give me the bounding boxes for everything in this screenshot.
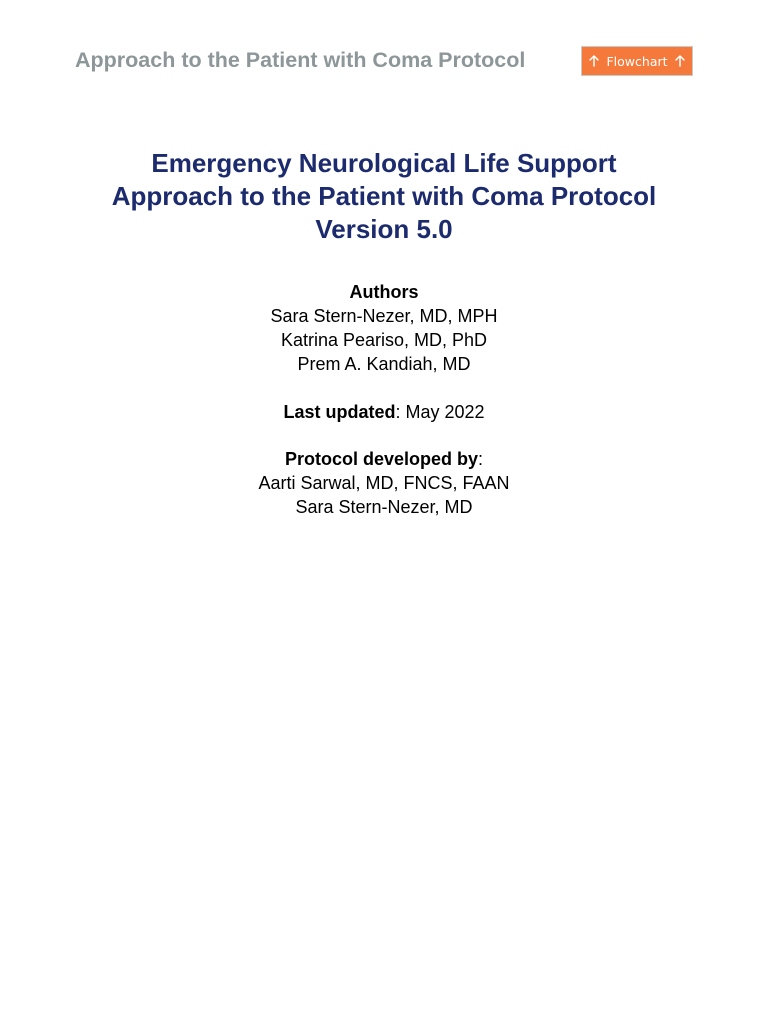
title-line: Approach to the Patient with Coma Protocol xyxy=(111,181,657,211)
running-header-title: Approach to the Patient with Coma Protocol xyxy=(75,48,526,72)
developed-by-label: Protocol developed by xyxy=(284,449,479,469)
author-name: Katrina Peariso, MD, PhD xyxy=(280,330,488,350)
authors-section xyxy=(0,280,768,376)
title-line: Emergency Neurological Life Support xyxy=(151,148,617,178)
author-name: Prem A. Kandiah, MD xyxy=(297,354,471,374)
last-updated-label: Last updated xyxy=(283,402,396,422)
authors-heading: Authors xyxy=(349,282,419,302)
last-updated-line xyxy=(0,400,768,424)
flowchart-button[interactable] xyxy=(581,46,693,76)
author-name: Sara Stern-Nezer, MD, MPH xyxy=(270,306,498,326)
developer-name: Aarti Sarwal, MD, FNCS, FAAN xyxy=(258,473,510,493)
developed-by-heading-line xyxy=(0,447,768,471)
document-title xyxy=(0,147,768,246)
arrow-up-icon xyxy=(675,55,685,67)
developed-by-section xyxy=(0,447,768,519)
developer-name: Sara Stern-Nezer, MD xyxy=(295,497,473,517)
arrow-up-icon xyxy=(589,55,599,67)
flowchart-button-label: Flowchart xyxy=(606,53,668,69)
title-version: Version 5.0 xyxy=(315,214,453,244)
last-updated-separator: : xyxy=(395,402,401,422)
developed-by-separator: : xyxy=(478,449,484,469)
last-updated-value: May 2022 xyxy=(400,402,485,422)
last-updated-section xyxy=(0,400,768,424)
